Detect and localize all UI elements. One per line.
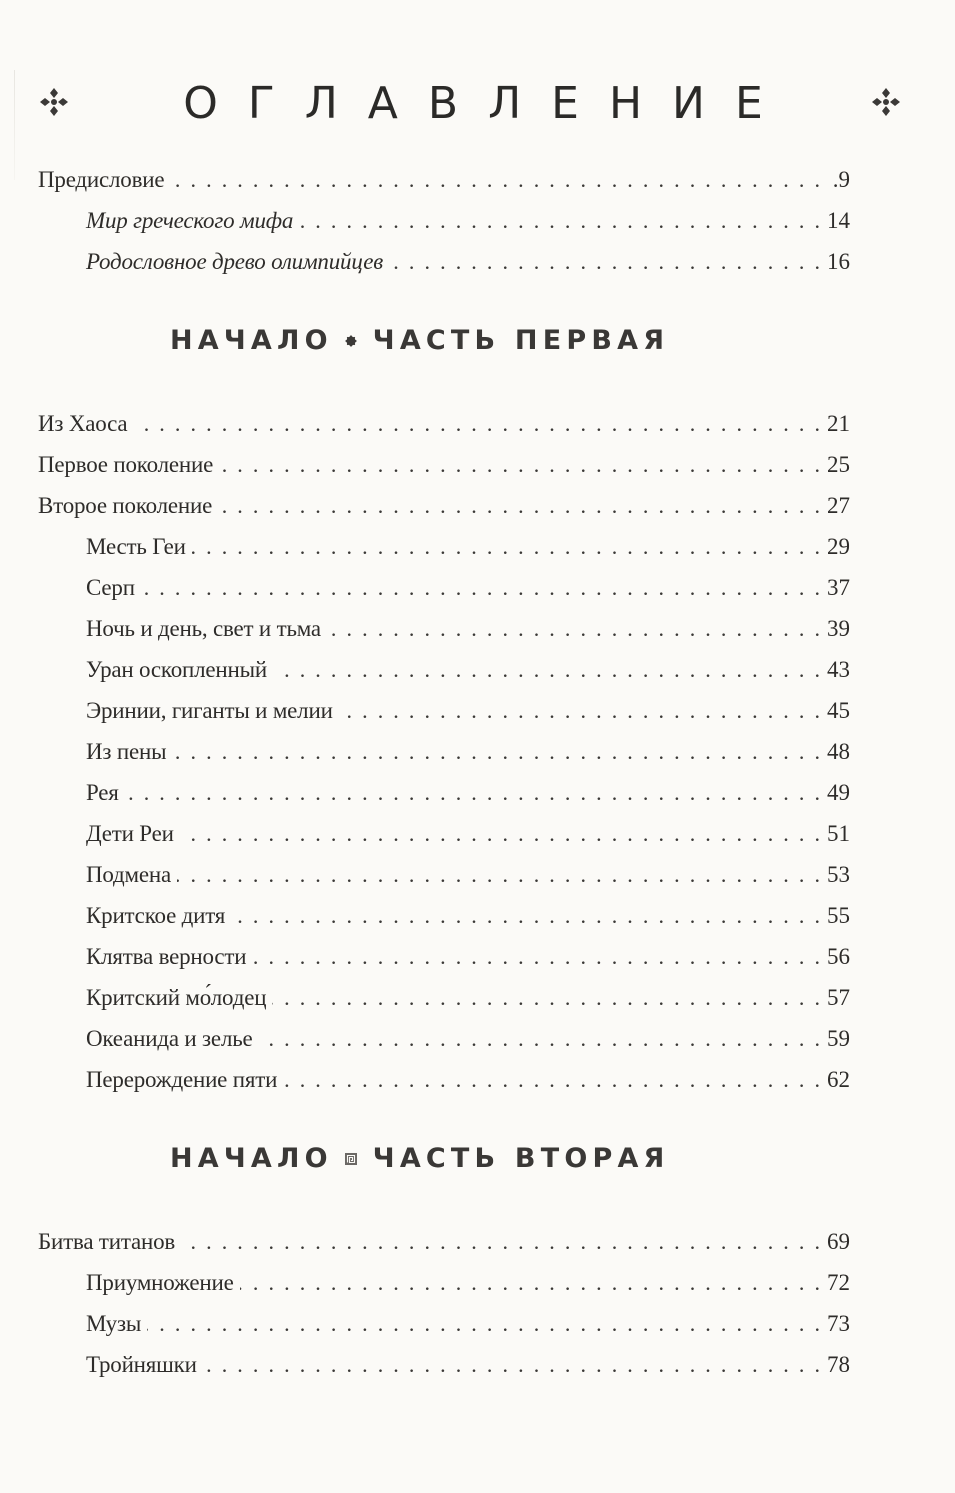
toc-entry-label: Первое поколение <box>38 452 214 477</box>
toc-page-number: 45 <box>827 698 850 723</box>
section-header-right: ЧАСТЬ ПЕРВАЯ <box>372 324 670 356</box>
toc-page-number: 73 <box>827 1311 850 1336</box>
toc-entry-label: Ночь и день, свет и тьма <box>86 616 321 641</box>
toc-page-number: 39 <box>827 616 850 641</box>
dot-leader <box>147 1307 820 1341</box>
toc-page-number: 25 <box>827 452 850 477</box>
toc-entry[interactable] <box>86 612 850 646</box>
toc-page-number: 78 <box>827 1352 850 1377</box>
toc-entry-label: Океанида и зелье <box>86 1026 253 1051</box>
toc-page-number: .9 <box>832 167 850 192</box>
dot-leader <box>133 407 820 441</box>
page-edge-shadow <box>14 70 15 180</box>
toc-entry[interactable] <box>86 817 850 851</box>
dot-leader <box>327 612 820 646</box>
toc-entry-family-tree[interactable] <box>86 245 850 279</box>
toc-entry-label: Перерождение пяти <box>86 1067 278 1092</box>
toc-entry-label: Подмена <box>86 862 172 887</box>
toc-entry-label: Серп <box>86 575 135 600</box>
dot-leader <box>218 489 820 523</box>
toc-entry-label: Тройняшки <box>86 1352 197 1377</box>
toc-entry[interactable] <box>38 489 850 523</box>
dot-leader <box>219 448 820 482</box>
dot-leader <box>240 1266 820 1300</box>
greek-key-square-icon <box>345 1153 357 1165</box>
toc-entry-preface[interactable] <box>38 163 850 197</box>
section-header-part-two <box>170 1138 790 1178</box>
section-header-left: НАЧАЛО <box>170 1142 333 1174</box>
dot-leader <box>172 735 820 769</box>
toc-entry-label: Уран оскопленный <box>86 657 267 682</box>
toc-entry[interactable] <box>86 899 850 933</box>
toc-page-number: 16 <box>827 249 850 274</box>
toc-page-number: 69 <box>827 1229 850 1254</box>
toc-page-number: 56 <box>827 944 850 969</box>
toc-entry[interactable] <box>86 858 850 892</box>
dot-leader <box>181 1225 820 1259</box>
section-header-right: ЧАСТЬ ВТОРАЯ <box>372 1142 670 1174</box>
toc-entry[interactable] <box>86 1348 850 1382</box>
dot-leader <box>125 776 820 810</box>
toc-entry[interactable] <box>86 981 850 1015</box>
toc-page-number: 57 <box>827 985 850 1010</box>
dot-leader <box>170 163 820 197</box>
toc-entry-label: Эринии, гиганты и мелии <box>86 698 333 723</box>
toc-entry-label: Приумножение <box>86 1270 234 1295</box>
toc-entry-greek-myth-world[interactable] <box>86 204 850 238</box>
dot-leader <box>389 245 820 279</box>
toc-page-number: 14 <box>827 208 850 233</box>
toc-entry-label: Рея <box>86 780 119 805</box>
toc-page-number: 51 <box>827 821 850 846</box>
toc-entry[interactable] <box>86 735 850 769</box>
dot-leader <box>177 858 820 892</box>
cross-ornament-icon <box>38 86 70 118</box>
dot-leader <box>259 1022 820 1056</box>
toc-entry[interactable] <box>38 1225 850 1259</box>
toc-entry-label: Предисловие <box>38 167 165 192</box>
toc-entry-label: Второе поколение <box>38 493 213 518</box>
toc-entry-label: Мир греческого мифа <box>86 208 294 233</box>
toc-page-number: 37 <box>827 575 850 600</box>
dot-leader <box>272 981 820 1015</box>
toc-entry-label: Родословное древо олимпийцев <box>86 249 383 274</box>
toc-entry[interactable] <box>86 940 850 974</box>
dot-leader <box>203 1348 820 1382</box>
toc-entry-label: Битва титанов <box>38 1229 176 1254</box>
dot-leader <box>141 571 820 605</box>
toc-entry[interactable] <box>86 530 850 564</box>
dot-leader <box>273 653 820 687</box>
cross-ornament-icon <box>870 86 902 118</box>
toc-page-number: 53 <box>827 862 850 887</box>
toc-entry-label: Из пены <box>86 739 167 764</box>
toc-entry[interactable] <box>86 1063 850 1097</box>
section-header-part-one <box>170 320 790 360</box>
dot-leader <box>339 694 820 728</box>
toc-entry-label: Клятва верности <box>86 944 247 969</box>
toc-entry[interactable] <box>86 776 850 810</box>
dot-leader <box>283 1063 820 1097</box>
dot-leader <box>180 817 820 851</box>
toc-entry[interactable] <box>86 1022 850 1056</box>
toc-entry-label: Дети Реи <box>86 821 174 846</box>
toc-page-number: 29 <box>827 534 850 559</box>
toc-page-number: 49 <box>827 780 850 805</box>
toc-page-number: 48 <box>827 739 850 764</box>
toc-entry[interactable] <box>86 1307 850 1341</box>
section-header-left: НАЧАЛО <box>170 324 333 356</box>
toc-page-number: 43 <box>827 657 850 682</box>
dot-leader <box>192 530 820 564</box>
toc-title-row <box>38 78 918 130</box>
toc-entry-label: Месть Геи <box>86 534 186 559</box>
toc-page-number: 62 <box>827 1067 850 1092</box>
toc-entry-label: Критское дитя <box>86 903 226 928</box>
toc-page-number: 55 <box>827 903 850 928</box>
toc-page-number: 59 <box>827 1026 850 1051</box>
toc-page-number: 72 <box>827 1270 850 1295</box>
toc-entry[interactable] <box>86 571 850 605</box>
toc-entry[interactable] <box>86 1266 850 1300</box>
toc-entry-label: Из Хаоса <box>38 411 128 436</box>
toc-entry[interactable] <box>38 407 850 441</box>
toc-entry[interactable] <box>38 448 850 482</box>
toc-page-number: 27 <box>827 493 850 518</box>
flower-dot-icon <box>345 335 357 347</box>
toc-entry-label: Критский мо́лодец <box>86 985 267 1010</box>
dot-leader <box>252 940 820 974</box>
dot-leader <box>299 204 820 238</box>
page-title: ОГЛАВЛЕНИЕ <box>183 78 793 129</box>
dot-leader <box>231 899 820 933</box>
toc-entry-label: Музы <box>86 1311 142 1336</box>
toc-entry[interactable] <box>86 653 850 687</box>
toc-entry[interactable] <box>86 694 850 728</box>
toc-page-number: 21 <box>827 411 850 436</box>
